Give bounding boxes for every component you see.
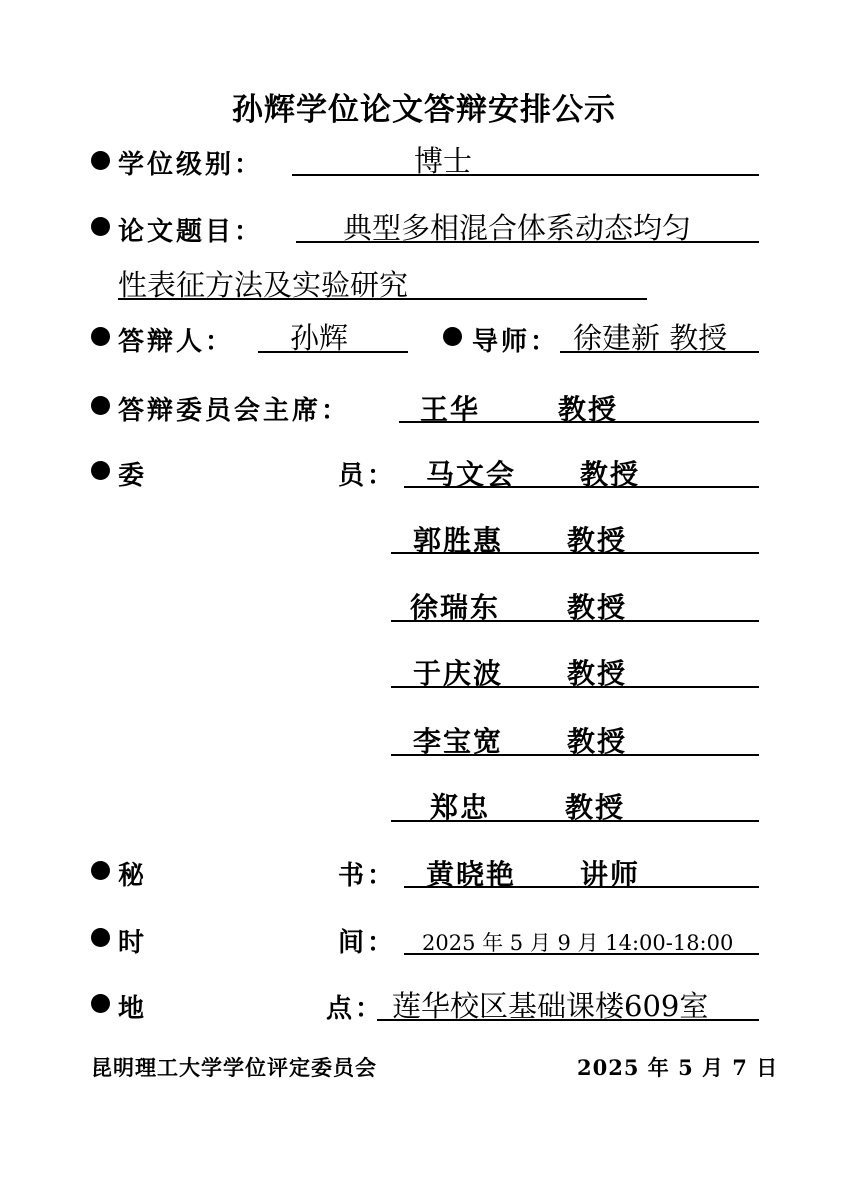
advisor-underline bbox=[560, 351, 759, 353]
place-label-right: 点： bbox=[326, 994, 385, 1024]
bullet-icon bbox=[91, 151, 110, 170]
advisor-label: 导师： bbox=[472, 327, 560, 357]
time-label-left: 时 bbox=[118, 928, 148, 958]
member-title: 教授 bbox=[567, 725, 628, 758]
chair-underline bbox=[399, 421, 759, 423]
thesis-underline-1 bbox=[296, 241, 759, 243]
member-name: 于庆波 bbox=[413, 657, 504, 690]
member-name: 郭胜惠 bbox=[413, 524, 504, 557]
secretary-underline bbox=[404, 886, 759, 888]
place-label-left: 地 bbox=[118, 994, 148, 1024]
candidate-value: 孙辉 bbox=[290, 321, 349, 355]
member-title: 教授 bbox=[567, 657, 628, 690]
member-underline bbox=[391, 620, 759, 622]
bullet-icon bbox=[443, 327, 462, 346]
member-underline bbox=[391, 552, 759, 554]
member-underline bbox=[391, 754, 759, 756]
bullet-icon bbox=[91, 461, 110, 480]
secretary-title: 讲师 bbox=[580, 858, 641, 891]
degree-label: 学位级别： bbox=[118, 150, 264, 180]
bullet-icon bbox=[91, 217, 110, 236]
degree-underline bbox=[292, 174, 759, 176]
thesis-title-line2: 性表征方法及实验研究 bbox=[118, 268, 409, 302]
bullet-icon bbox=[91, 994, 110, 1013]
member-name: 马文会 bbox=[426, 458, 517, 491]
secretary-name: 黄晓艳 bbox=[426, 858, 517, 891]
bullet-icon bbox=[91, 327, 110, 346]
chair-name: 王华 bbox=[420, 393, 481, 426]
place-value: 莲华校区基础课楼609室 bbox=[392, 989, 709, 1023]
chair-label: 答辩委员会主席： bbox=[118, 396, 351, 426]
secretary-label-right: 书： bbox=[338, 861, 397, 891]
thesis-title-line1: 典型多相混合体系动态均匀 bbox=[343, 211, 692, 245]
thesis-underline-2 bbox=[118, 298, 647, 300]
time-label-right: 间： bbox=[338, 928, 397, 958]
member-title: 教授 bbox=[565, 791, 626, 824]
members-label-left: 委 bbox=[118, 461, 148, 491]
member-name: 徐瑞东 bbox=[410, 591, 501, 624]
advisor-value: 徐建新 教授 bbox=[573, 321, 728, 355]
member-title: 教授 bbox=[580, 458, 641, 491]
time-value: 2025 年 5 月 9 月 14:00-18:00 bbox=[422, 931, 734, 955]
candidate-label: 答辩人： bbox=[118, 327, 235, 357]
bullet-icon bbox=[91, 861, 110, 880]
members-label-right: 员： bbox=[338, 461, 397, 491]
bullet-icon bbox=[91, 396, 110, 415]
member-title: 教授 bbox=[567, 591, 628, 624]
page-title: 孙辉学位论文答辩安排公示 bbox=[232, 92, 616, 128]
thesis-label: 论文题目： bbox=[118, 217, 264, 247]
member-underline bbox=[391, 686, 759, 688]
member-name: 郑忠 bbox=[430, 791, 491, 824]
chair-title: 教授 bbox=[558, 393, 619, 426]
bullet-icon bbox=[91, 928, 110, 947]
issuing-organization: 昆明理工大学学位评定委员会 bbox=[91, 1055, 377, 1080]
degree-value: 博士 bbox=[414, 144, 473, 178]
secretary-label-left: 秘 bbox=[118, 861, 148, 891]
time-underline bbox=[404, 953, 759, 955]
member-underline bbox=[404, 486, 759, 488]
member-title: 教授 bbox=[567, 524, 628, 557]
issue-date: 2025 年 5 月 7 日 bbox=[577, 1055, 779, 1080]
candidate-underline bbox=[258, 351, 408, 353]
member-underline bbox=[391, 820, 759, 822]
member-name: 李宝宽 bbox=[413, 725, 504, 758]
place-underline bbox=[377, 1019, 759, 1021]
